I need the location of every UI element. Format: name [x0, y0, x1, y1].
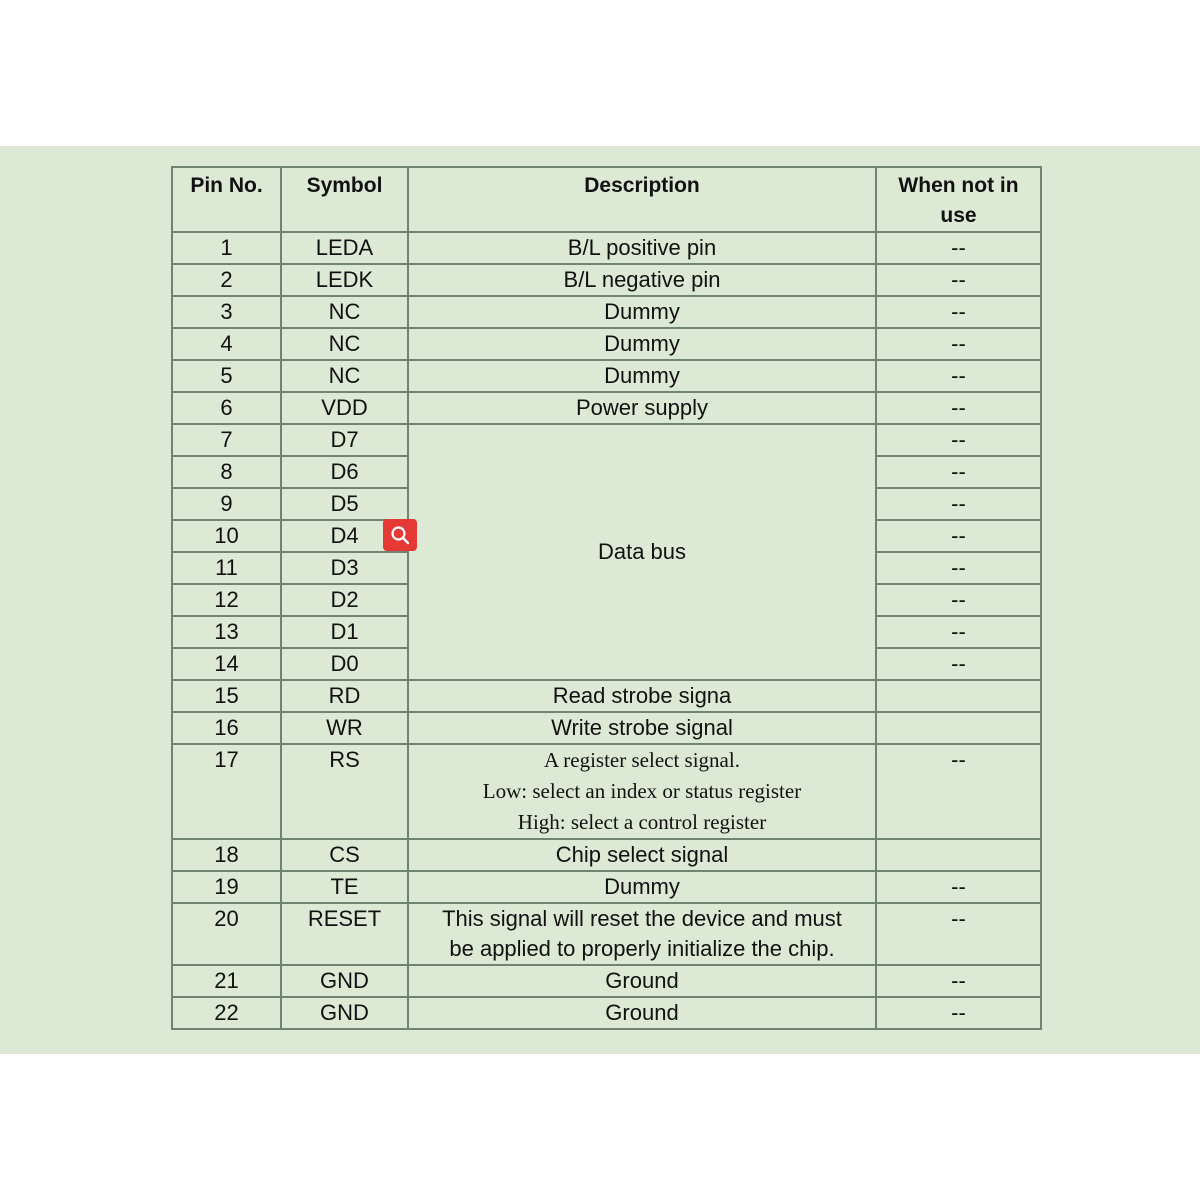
description: Write strobe signal — [408, 712, 876, 744]
zoom-button[interactable] — [383, 519, 417, 551]
when-not-in-use — [876, 712, 1041, 744]
pin-no: 2 — [172, 264, 281, 296]
when-not-in-use: -- — [876, 552, 1041, 584]
when-not-in-use: -- — [876, 648, 1041, 680]
symbol: D2 — [281, 584, 408, 616]
description: Power supply — [408, 392, 876, 424]
table-row — [172, 232, 1041, 264]
when-not-in-use: -- — [876, 903, 1041, 965]
table-row — [172, 680, 1041, 712]
when-not-in-use: -- — [876, 744, 1041, 839]
symbol: VDD — [281, 392, 408, 424]
symbol: GND — [281, 997, 408, 1029]
symbol: D3 — [281, 552, 408, 584]
description: Dummy — [408, 360, 876, 392]
description: B/L positive pin — [408, 232, 876, 264]
pin-no: 4 — [172, 328, 281, 360]
when-not-in-use — [876, 839, 1041, 871]
description: Dummy — [408, 296, 876, 328]
table-row — [172, 744, 1041, 839]
pin-no: 1 — [172, 232, 281, 264]
when-not-in-use: -- — [876, 997, 1041, 1029]
symbol: D1 — [281, 616, 408, 648]
description: Read strobe signa — [408, 680, 876, 712]
header-when-not-in-use: When not in use — [876, 167, 1041, 232]
when-not-in-use: -- — [876, 424, 1041, 456]
symbol: D4 — [281, 520, 408, 552]
symbol: RD — [281, 680, 408, 712]
table-row — [172, 264, 1041, 296]
table-row — [172, 296, 1041, 328]
symbol: D0 — [281, 648, 408, 680]
description — [408, 903, 876, 965]
symbol: NC — [281, 360, 408, 392]
header-description: Description — [408, 167, 876, 232]
pin-table — [171, 166, 1042, 1030]
table-row — [172, 360, 1041, 392]
symbol: LEDK — [281, 264, 408, 296]
table-row — [172, 965, 1041, 997]
table-row — [172, 424, 1041, 456]
table-row — [172, 328, 1041, 360]
search-icon — [389, 524, 411, 546]
symbol: GND — [281, 965, 408, 997]
when-not-in-use: -- — [876, 584, 1041, 616]
description — [408, 744, 876, 839]
table-row — [172, 712, 1041, 744]
pin-no: 7 — [172, 424, 281, 456]
pin-no: 6 — [172, 392, 281, 424]
description: Ground — [408, 965, 876, 997]
description-data-bus: Data bus — [408, 424, 876, 680]
pin-no: 14 — [172, 648, 281, 680]
when-not-in-use: -- — [876, 296, 1041, 328]
pin-no: 13 — [172, 616, 281, 648]
table-row — [172, 392, 1041, 424]
description-line: High: select a control register — [517, 810, 767, 834]
pin-no: 10 — [172, 520, 281, 552]
header-row — [172, 167, 1041, 232]
symbol: D7 — [281, 424, 408, 456]
when-not-in-use: -- — [876, 232, 1041, 264]
description: Ground — [408, 997, 876, 1029]
symbol: NC — [281, 328, 408, 360]
description-line: be applied to properly initialize the chip. — [449, 936, 835, 961]
pin-no: 21 — [172, 965, 281, 997]
pin-no: 19 — [172, 871, 281, 903]
pin-no: 16 — [172, 712, 281, 744]
pin-no: 8 — [172, 456, 281, 488]
symbol: D6 — [281, 456, 408, 488]
symbol: TE — [281, 871, 408, 903]
pin-no: 11 — [172, 552, 281, 584]
symbol: RS — [281, 744, 408, 839]
pin-no: 20 — [172, 903, 281, 965]
symbol: WR — [281, 712, 408, 744]
symbol: LEDA — [281, 232, 408, 264]
symbol: NC — [281, 296, 408, 328]
when-not-in-use: -- — [876, 456, 1041, 488]
pin-no: 15 — [172, 680, 281, 712]
table-row — [172, 839, 1041, 871]
pin-no: 12 — [172, 584, 281, 616]
when-not-in-use: -- — [876, 328, 1041, 360]
description: Chip select signal — [408, 839, 876, 871]
when-not-in-use: -- — [876, 264, 1041, 296]
header-pin-no: Pin No. — [172, 167, 281, 232]
when-not-in-use: -- — [876, 520, 1041, 552]
table-row — [172, 997, 1041, 1029]
symbol: CS — [281, 839, 408, 871]
pin-no: 22 — [172, 997, 281, 1029]
description-line: This signal will reset the device and must — [442, 906, 842, 931]
pin-no: 9 — [172, 488, 281, 520]
when-not-in-use: -- — [876, 360, 1041, 392]
pin-no: 3 — [172, 296, 281, 328]
header-symbol: Symbol — [281, 167, 408, 232]
pin-no: 5 — [172, 360, 281, 392]
pin-no: 17 — [172, 744, 281, 839]
when-not-in-use: -- — [876, 392, 1041, 424]
description: Dummy — [408, 328, 876, 360]
symbol: D5 — [281, 488, 408, 520]
description-line: Low: select an index or status register — [482, 779, 802, 803]
when-not-in-use — [876, 680, 1041, 712]
description: B/L negative pin — [408, 264, 876, 296]
when-not-in-use: -- — [876, 871, 1041, 903]
table-row — [172, 871, 1041, 903]
when-not-in-use: -- — [876, 965, 1041, 997]
description: Dummy — [408, 871, 876, 903]
when-not-in-use: -- — [876, 616, 1041, 648]
pin-no: 18 — [172, 839, 281, 871]
table-row — [172, 903, 1041, 965]
description-line: A register select signal. — [544, 748, 740, 772]
when-not-in-use: -- — [876, 488, 1041, 520]
symbol: RESET — [281, 903, 408, 965]
